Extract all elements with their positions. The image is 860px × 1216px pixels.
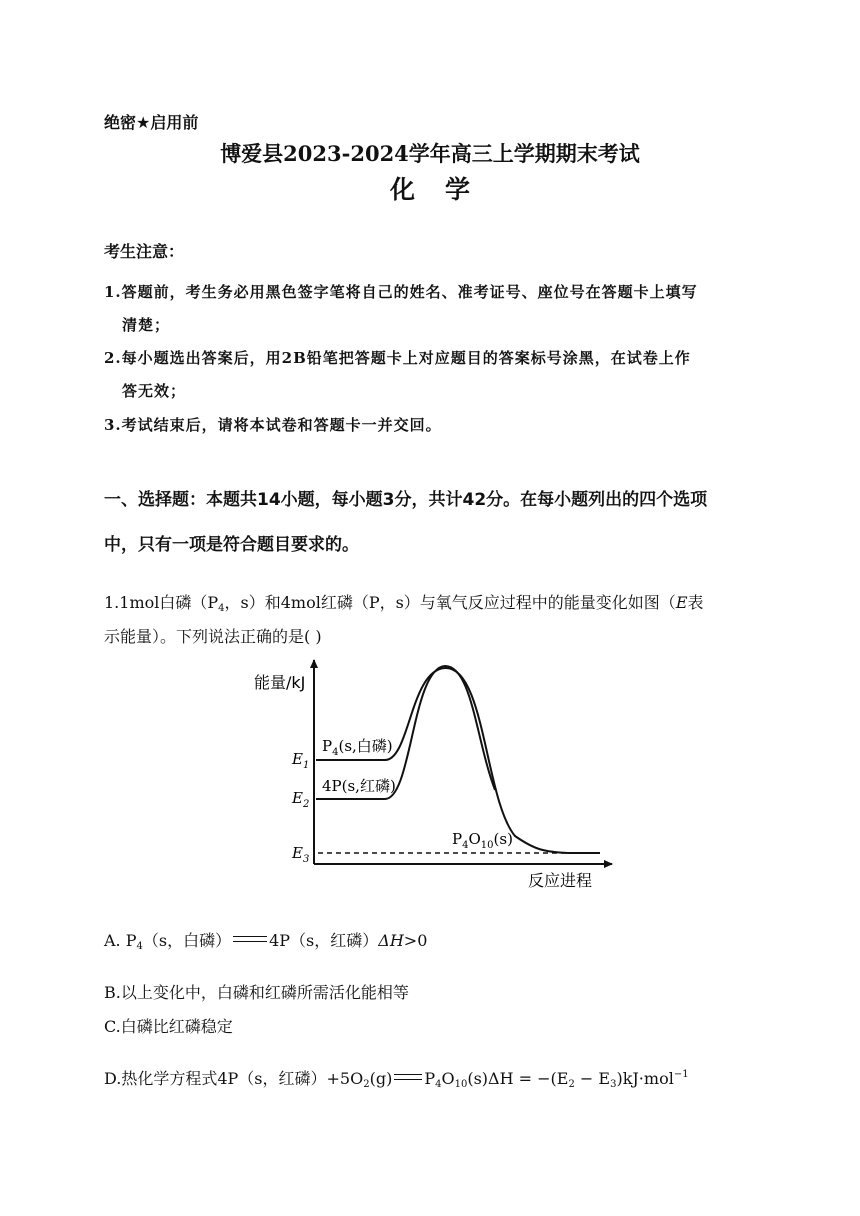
x-axis-label: 反应进程	[528, 871, 593, 890]
option-c: C.白磷比红磷稳定	[104, 1017, 233, 1036]
curve1-label: $P_4(s$,白磷)	[322, 737, 393, 758]
option-b: B.以上变化中，白磷和红磷所需活化能相等	[104, 983, 409, 1002]
option-d: D.热化学方程式4P（s，红磷）$+5O_2(g) P_4O_{10}(s)\Delta H = -(E_2 - E_3)kJ\cdot mol^{-1}$	[104, 1069, 689, 1090]
exam-title: 博爱县2023-2024学年高三上学期期末考试	[220, 141, 640, 166]
e3-label: $E_3$	[292, 844, 310, 865]
e2-label: $E_2$	[292, 789, 310, 810]
confidential-label: 绝密★启用前	[104, 113, 199, 132]
reaction-equals-sign	[394, 1074, 422, 1080]
notice-item-1-cont: 清楚；	[122, 316, 171, 334]
section-heading-line2: 中，只有一项是符合题目要求的。	[104, 535, 359, 555]
y-axis-label: 能量/kJ	[254, 673, 306, 692]
notice-item-3: 3.考试结束后，请将本试卷和答题卡一并交回。	[104, 416, 442, 434]
question-1-line2: 示能量）。下列说法正确的是( )	[104, 627, 322, 646]
notice-item-2-cont: 答无效；	[122, 382, 187, 400]
energy-diagram	[240, 650, 620, 900]
e1-label: $E_1$	[292, 750, 310, 771]
reaction-equals-sign	[233, 936, 267, 942]
notice-heading: 考生注意：	[104, 242, 185, 261]
product-label: $P_4O_{10}(s)$	[452, 830, 513, 851]
section-heading-line1: 一、选择题：本题共14小题，每小题3分，共计42分。在每小题列出的四个选项	[104, 490, 708, 510]
question-1-line1: 1.1mol白磷（$P_4$，s）和4mol红磷（P，s）与氧气反应过程中的能量变化如图（E表	[104, 593, 704, 614]
option-a: A. $P_4(s$，白磷） 4P（s，红磷）ΔH>0	[104, 931, 428, 952]
curve2-label: 4P(s,红磷)	[322, 777, 396, 795]
white-phosphorus-curve	[316, 668, 568, 853]
notice-item-1: 1.答题前，考生务必用黑色签字笔将自己的姓名、准考证号、座位号在答题卡上填写	[104, 283, 698, 301]
subject-title: 化学	[389, 175, 500, 204]
notice-item-2: 2.每小题选出答案后，用2B铅笔把答题卡上对应题目的答案标号涂黑，在试卷上作	[104, 349, 691, 367]
